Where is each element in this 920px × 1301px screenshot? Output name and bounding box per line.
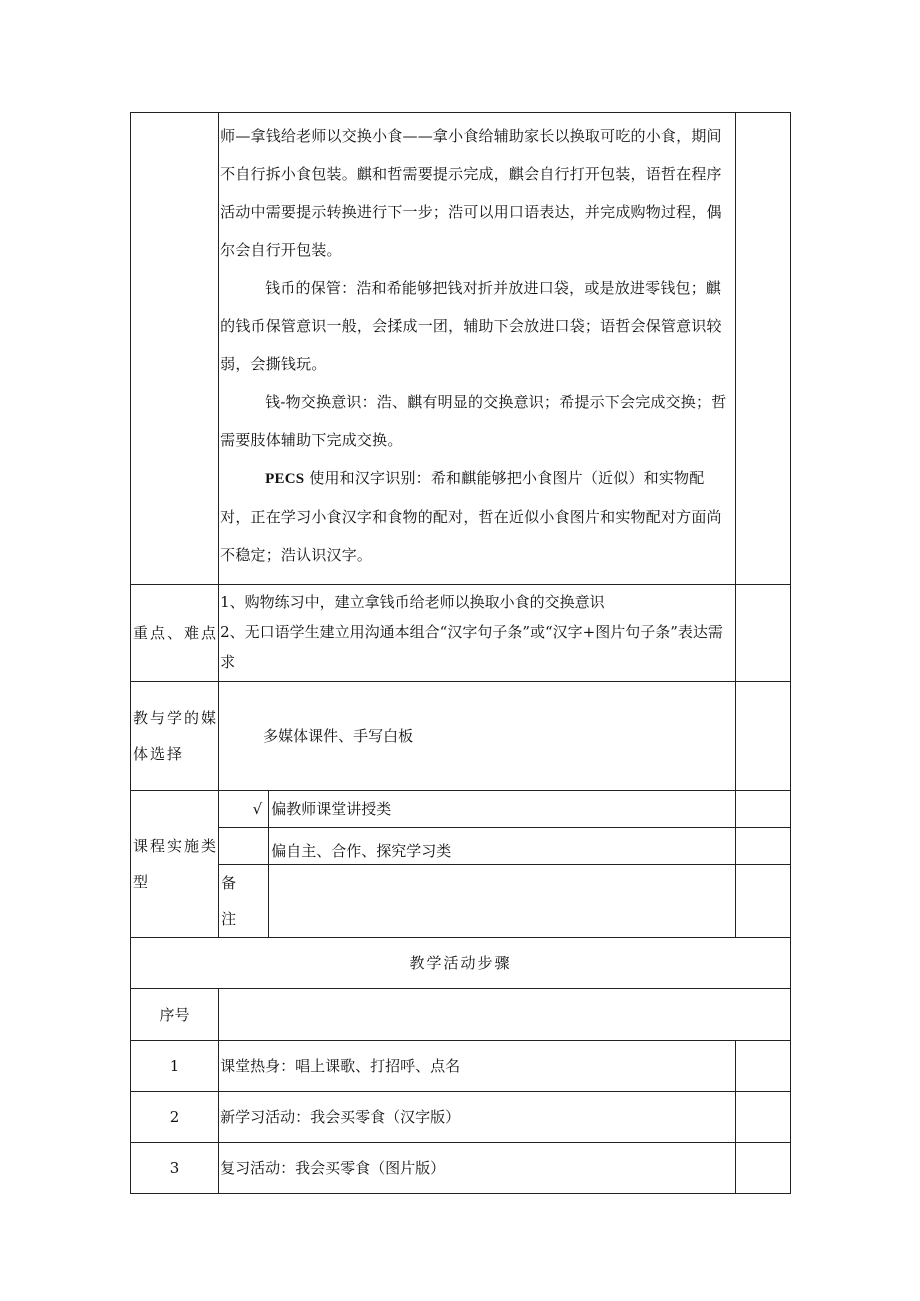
remark-cell	[735, 865, 790, 938]
media-label-cell	[131, 682, 219, 791]
key-points-label: 重点、难点	[133, 624, 219, 642]
media-row	[131, 682, 791, 791]
seq-header-cell	[131, 989, 219, 1041]
seq-header: 序号	[159, 1005, 190, 1024]
steps-heading-cell	[131, 938, 791, 989]
remark-cell	[735, 828, 790, 865]
step-number-cell	[131, 1143, 219, 1194]
seq-header-row	[131, 989, 791, 1041]
remark-cell	[735, 113, 790, 585]
remark-cell	[735, 1092, 790, 1143]
steps-heading: 教学活动步骤	[409, 954, 512, 972]
student-analysis-cell	[219, 113, 736, 585]
media-value-cell	[219, 682, 736, 791]
steps-heading-row	[131, 938, 791, 989]
media-label: 教与学的媒体选择	[133, 709, 219, 763]
pecs-label: PECS	[265, 471, 305, 487]
step-number-cell	[131, 1041, 219, 1092]
option2-cell	[269, 828, 736, 865]
analysis-paragraph-3: 钱-物交换意识：浩、麒有明显的交换意识；希提示下会完成交换；哲需要肢体辅助下完成交换。	[220, 393, 727, 449]
remark-cell	[735, 1041, 790, 1092]
remark-label-cell	[219, 865, 269, 938]
step-number: 2	[169, 1108, 180, 1126]
key-point-1: 1、购物练习中，建立拿钱币给老师以换取小食的交换意识	[220, 593, 605, 611]
remark-cell	[735, 682, 790, 791]
student-analysis-row	[131, 113, 791, 585]
key-points-row	[131, 585, 791, 682]
remark-cell	[735, 585, 790, 682]
step-number-cell	[131, 1092, 219, 1143]
check-cell	[219, 791, 269, 828]
course-type-label-cell	[131, 791, 219, 938]
course-type-row-1	[131, 791, 791, 828]
step-row	[131, 1092, 791, 1143]
remark-label: 备注	[221, 874, 237, 928]
step-text: 新学习活动：我会买零食（汉字版）	[220, 1108, 461, 1126]
seq-header-content-cell	[219, 989, 791, 1041]
step-number: 3	[169, 1159, 180, 1177]
remark-cell	[735, 1143, 790, 1194]
key-points-label-cell	[131, 585, 219, 682]
step-row	[131, 1143, 791, 1194]
check-cell-empty	[219, 828, 269, 865]
step-text-cell	[219, 1092, 736, 1143]
lesson-plan-table	[130, 112, 791, 1194]
key-points-cell	[219, 585, 736, 682]
pecs-text: 使用和汉字识别：希和麒能够把小食图片（近似）和实物配对，正在学习小食汉字和食物的配对，哲在近似小食图片和实物配对方面尚不稳定；浩认识汉字。	[220, 469, 722, 564]
key-point-2: 2、无口语学生建立用沟通本组合“汉字句子条”或“汉字+图片句子条”表达需求	[220, 623, 723, 671]
label-cell-empty	[131, 113, 219, 585]
step-row	[131, 1041, 791, 1092]
step-text-cell	[219, 1041, 736, 1092]
course-type-row-2	[131, 828, 791, 865]
option1-cell	[269, 791, 736, 828]
course-type-label: 课程实施类型	[133, 837, 219, 891]
step-number: 1	[169, 1057, 180, 1075]
course-option-1: 偏教师课堂讲授类	[271, 800, 392, 818]
analysis-paragraph-2: 钱币的保管：浩和希能够把钱对折并放进口袋，或是放进零钱包；麒的钱币保管意识一般，会揉成一团，辅助下会放进口袋；语哲会保管意识较弱，会撕钱玩。	[220, 279, 722, 373]
remark-cell	[735, 791, 790, 828]
step-text: 课堂热身：唱上课歌、打招呼、点名	[220, 1057, 461, 1075]
analysis-paragraph-4	[220, 459, 733, 574]
course-option-2: 偏自主、合作、探究学习类	[271, 842, 452, 860]
step-text-cell	[219, 1143, 736, 1194]
remark-value-cell	[269, 865, 736, 938]
media-value: 多媒体课件、手写白板	[263, 727, 414, 745]
step-text: 复习活动：我会买零食（图片版）	[220, 1159, 446, 1177]
course-type-row-3	[131, 865, 791, 938]
check-mark-icon: √	[252, 800, 263, 818]
analysis-paragraph-1: 师—拿钱给老师以交换小食——拿小食给辅助家长以换取可吃的小食，期间不自行拆小食包装。麒和哲需要提示完成，麒会自行打开包装，语哲在程序活动中需要提示转换进行下一步；浩可以用口语表达，并完成购物过程，偶尔会自行开包装。	[220, 127, 722, 259]
